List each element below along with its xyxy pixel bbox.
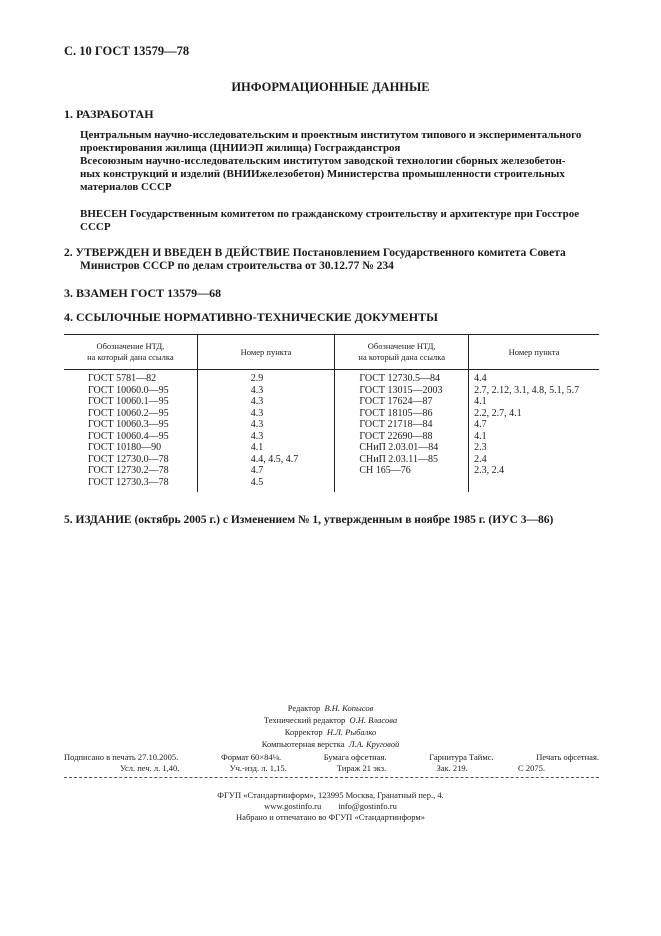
col-item-header: Номер пункта [197, 335, 335, 370]
table-row: ГОСТ 10060.2—95 4.3 ГОСТ 18105—86 2.2, 2.7, 4.1 [64, 408, 599, 420]
section-2 [64, 247, 599, 273]
introduced-line: ВНЕСЕН Государственным комитетом по гражданскому строительству и архитектуре при Госстрое [80, 208, 580, 220]
table-row: ГОСТ 5781—82 2.9 ГОСТ 12730.5—84 4.4 [64, 370, 599, 385]
corrector-line: Корректор Н.Л. Рыбалко [284, 727, 377, 737]
section-2-text-line2: Министров СССР по делам строительства от 30.12.77 № 234 [80, 260, 394, 272]
introduced-paragraph [80, 208, 600, 234]
printing-row-2: Усл. печ. л. 1,40. Уч.-изд. л. 1,15. Тираж 21 экз. Зак. 219. С 2075. [120, 763, 545, 773]
section-5-text: 5. ИЗДАНИЕ (октябрь 2005 г.) с Изменением № 1, утвержденным в ноябре 1985 г. (ИУС 3—86) [64, 514, 554, 526]
col-item-header: Номер пункта [469, 335, 599, 370]
divider [64, 777, 599, 778]
table-row: ГОСТ 12730.2—78 4.7 СН 165—76 2.3, 2.4 [64, 465, 599, 477]
publisher-block [0, 790, 661, 823]
table-row: ГОСТ 10060.4—95 4.3 ГОСТ 22690—88 4.1 [64, 431, 599, 443]
table-row: ГОСТ 12730.3—78 4.5 [64, 477, 599, 493]
tech-editor-line: Технический редактор О.Н. Власова [263, 715, 398, 725]
developer-line: материалов СССР [80, 181, 172, 193]
developers-paragraph [80, 129, 600, 194]
printing-info [64, 752, 599, 774]
references-table [64, 334, 599, 492]
section-3-heading: 3. ВЗАМЕН ГОСТ 13579—68 [64, 286, 222, 300]
table-row: ГОСТ 10180—90 4.1 СНиП 2.03.01—84 2.3 [64, 442, 599, 454]
layout-line: Компьютерная верстка Л.А. Круговой [261, 739, 400, 749]
developer-line: проектирования жилища (ЦНИИЭП жилища) Госгражданстроя [80, 142, 401, 154]
table-row: ГОСТ 10060.1—95 4.3 ГОСТ 17624—87 4.1 [64, 396, 599, 408]
table-row: ГОСТ 10060.0—95 4.3 ГОСТ 13015—2003 2.7, 2.12, 3.1, 4.8, 5.1, 5.7 [64, 385, 599, 397]
section-2-heading: 2. УТВЕРЖДЕН И ВВЕДЕН В ДЕЙСТВИЕ [64, 247, 290, 259]
publisher-address: ФГУП «Стандартинформ», 123995 Москва, Гранатный пер., 4. [217, 790, 444, 800]
developer-line: ных конструкций и изделий (ВНИИжелезобетон) Министерства промышленности строительных [80, 168, 565, 180]
developer-line: Центральным научно-исследовательским и проектным институтом типового и экспериментального [80, 129, 582, 141]
credits-block [0, 702, 661, 750]
introduced-line: СССР [80, 221, 111, 233]
col-doc-header: Обозначение НТД, на который дана ссылка [335, 335, 469, 370]
printed-by: Набрано и отпечатано во ФГУП «Стандартинформ» [236, 812, 425, 822]
section-2-text: Постановлением Государственного комитета Совета [289, 247, 566, 259]
table-row: ГОСТ 12730.0—78 4.4, 4.5, 4.7 СНиП 2.03.11—85 2.4 [64, 454, 599, 466]
page-header: С. 10 ГОСТ 13579—78 [64, 44, 190, 58]
editor-line: Редактор В.Н. Копысов [287, 703, 374, 713]
website-link[interactable]: www.gostinfo.ru [264, 801, 322, 811]
section-1-heading: 1. РАЗРАБОТАН [64, 107, 154, 121]
col-doc-header: Обозначение НТД, на который дана ссылка [64, 335, 197, 370]
email-link[interactable]: info@gostinfo.ru [338, 801, 397, 811]
publisher-contacts [0, 801, 661, 812]
printing-row-1: Подписано в печать 27.10.2005. Формат 60×84⅛. Бумага офсетная. Гарнитура Таймс. Печать офсетная. [64, 752, 599, 762]
table-row: ГОСТ 10060.3—95 4.3 ГОСТ 21718—84 4.7 [64, 419, 599, 431]
developer-line: Всесоюзным научно-исследовательским институтом заводской технологии сборных железобетон- [80, 155, 566, 167]
page-title: ИНФОРМАЦИОННЫЕ ДАННЫЕ [231, 80, 430, 94]
section-4-heading: 4. ССЫЛОЧНЫЕ НОРМАТИВНО-ТЕХНИЧЕСКИЕ ДОКУМЕНТЫ [64, 310, 438, 324]
